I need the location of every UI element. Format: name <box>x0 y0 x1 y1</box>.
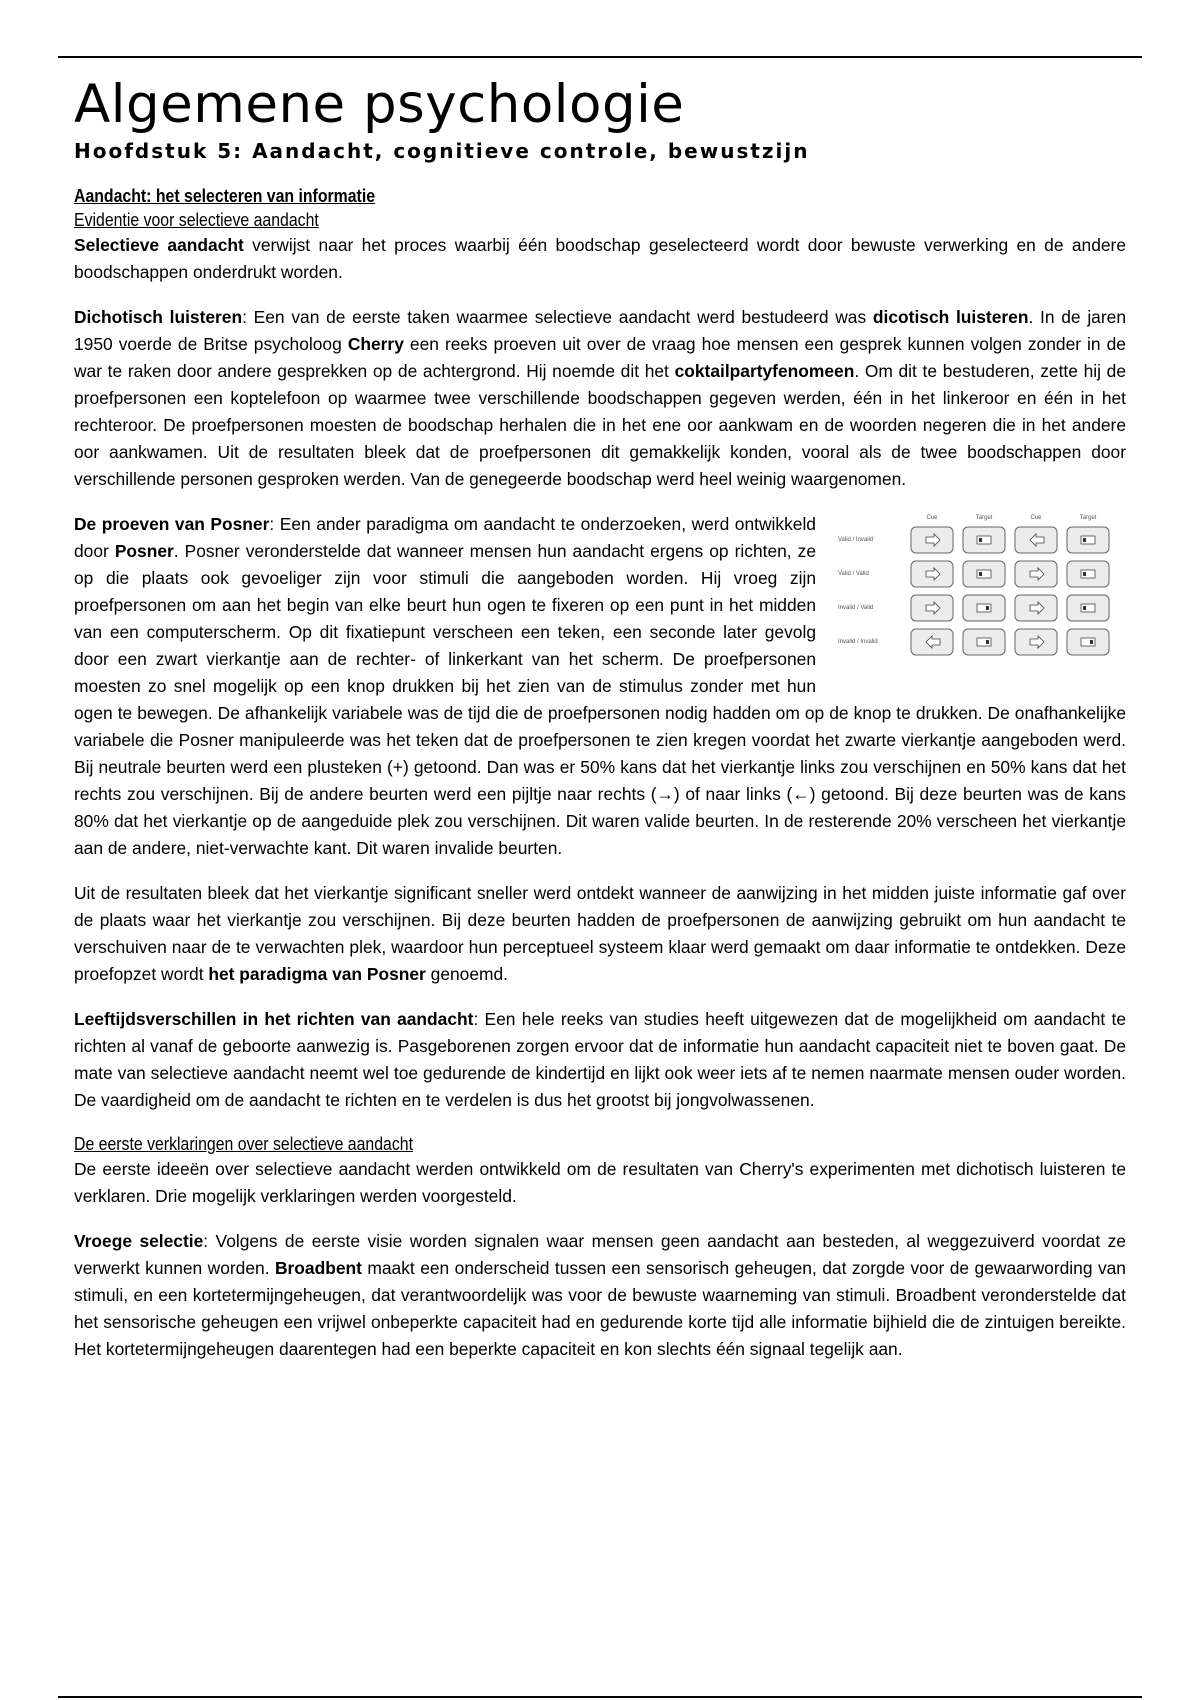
top-rule <box>58 56 1142 58</box>
chapter-subtitle: Hoofdstuk 5: Aandacht, cognitieve controle, bewustzijn <box>74 139 810 163</box>
target-square <box>1083 538 1086 542</box>
paragraph-eerste-ideeen <box>74 1156 1126 1210</box>
text: : Een van de eerste taken waarmee selectieve aandacht werd bestudeerd was <box>242 307 873 327</box>
document-title: Algemene psychologie <box>74 74 685 135</box>
term: Selectieve aandacht <box>74 235 244 255</box>
target-square <box>979 538 982 542</box>
term: dicotisch luisteren <box>872 307 1029 327</box>
paragraph-selectieve-aandacht <box>74 232 1126 286</box>
paragraph-leeftijdsverschillen <box>74 1006 1126 1114</box>
term: Broadbent <box>274 1258 362 1278</box>
target-square <box>1083 572 1086 576</box>
subheading-evidentie: Evidentie voor selectieve aandacht <box>74 210 319 230</box>
target-square <box>1083 606 1086 610</box>
row-label: Invalid / Invalid <box>838 639 878 645</box>
posner-figure-svg <box>836 511 1126 681</box>
paragraph-vroege-selectie <box>74 1228 1126 1363</box>
col-label: Cue <box>1030 515 1042 521</box>
term: Vroege selectie <box>74 1231 204 1251</box>
col-label: Target <box>1079 515 1097 521</box>
text: verwijst naar het proces waarbij één boodschap geselecteerd wordt door bewuste verwerking en de andere boodschappen onderdrukt worden. <box>74 235 1127 282</box>
term: De proeven van Posner <box>74 514 270 534</box>
target-square <box>986 640 989 644</box>
text: : Een hele reeks van studies heeft uitgewezen dat de mogelijkheid om aandacht te richten al vanaf de geboorte aanwezig is. Pasgeborenen zorgen ervoor dat de informatie hun aandacht capaciteit niet te boven gaat. De mate van selectieve aandacht neemt wel toe gedurende de kindertijd en lijkt ook weer iets af te nemen naarmate mensen ouder worden. De vaardigheid om de aandacht te richten en te verdelen is dus het grootst bij jongvolwassenen. <box>74 1009 1126 1110</box>
term: Leeftijdsverschillen in het richten van aandacht <box>74 1009 474 1029</box>
col-label: Target <box>975 515 993 521</box>
text: . In de jaren 1950 voerde de Britse psycholoog <box>74 307 1126 354</box>
target-square <box>986 606 989 610</box>
term: Dichotisch luisteren <box>74 307 243 327</box>
bottom-rule <box>58 1696 1142 1698</box>
text: . Om dit te bestuderen, zette hij de proefpersonen een koptelefoon op waarmee twee verschillende boodschappen gegeven werden, één in het linkeroor en één in het rechteroor. De proefpersonen moesten de boodschap herhalen die in het ene oor aankwam en de woorden negeren die in het andere oor aankwamen. Uit de resultaten bleek dat de proefpersonen dit gemakkelijk konden, vooral als de twee boodschappen door verschillende personen gesproken werden. Van de genegeerde boodschap werd heel weinig waargenomen. <box>74 361 1126 489</box>
subheading-eerste-verklaringen: De eerste verklaringen over selectieve aandacht <box>74 1134 413 1154</box>
section-heading-aandacht: Aandacht: het selecteren van informatie <box>74 186 376 206</box>
text: Uit de resultaten bleek dat het vierkantje significant sneller werd ontdekt wanneer de aanwijzing in het midden juiste informatie gaf over de plaats waar het vierkantje zou verschijnen. Bij deze beurten hadden de proefpersonen de aanwijzing gebruikt om hun aandacht te verschuiven naar de te verwachten plek, waardoor hun perceptueel systeem klaar werd gemaakt om daar informatie te ontdekken. Deze proefopzet wordt <box>74 883 1126 984</box>
row-label: Valid / Invalid <box>838 537 874 543</box>
posner-figure <box>836 511 1126 681</box>
document-page <box>74 72 1126 1381</box>
col-label: Cue <box>926 515 938 521</box>
term: Posner <box>114 541 174 561</box>
text: een reeks proeven uit over de vraag hoe mensen een gesprek kunnen volgen zonder in de war te raken door andere gesprekken op de achtergrond. Hij noemde dit het <box>74 334 1126 381</box>
text: genoemd. <box>425 964 509 984</box>
term: het paradigma van Posner <box>208 964 426 984</box>
target-square <box>979 572 982 576</box>
term: coktailpartyfenomeen <box>674 361 855 381</box>
paragraph-resultaten-posner <box>74 880 1126 988</box>
text: : Volgens de eerste visie worden signalen waar mensen geen aandacht aan besteden, al weggezuiverd voordat ze verwerkt kunnen worden. <box>74 1231 1126 1278</box>
text: De eerste ideeën over selectieve aandacht werden ontwikkeld om de resultaten van Cherry's experimenten met dichotisch luisteren te verklaren. Drie mogelijk verklaringen werden voorgesteld. <box>74 1159 1126 1206</box>
row-label: Invalid / Valid <box>838 605 874 611</box>
row-label: Valid / Valid <box>838 571 869 577</box>
term: Cherry <box>347 334 404 354</box>
text: . Posner veronderstelde dat wanneer mensen hun aandacht ergens op richten, ze op die plaats ook gevoeliger zijn voor stimuli die aangeboden worden. Hij vroeg zijn proefpersonen om aan het begin van elke beurt hun ogen te fixeren op een punt in het midden van een computerscherm. Op dit fixatiepunt verscheen een teken, een seconde later gevolg door een zwart vierkantje aan de rechter- of linkerkant van het scherm. De proefpersonen moesten zo snel mogelijk op een knop drukken bij het zien van de stimulus zonder met hun ogen te bewegen. De afhankelijk variabele was de tijd die de proefpersonen nodig hadden om op de knop te drukken. De onafhankelijke variabele die Posner manipuleerde was het teken dat de proefpersonen te zien kregen voordat het zwarte vierkantje aangeboden werd. Bij neutrale beurten werd een plusteken (+) getoond. Dan was er 50% kans dat het vierkantje links zou verschijnen en 50% kans dat het rechts zou verschijnen. Bij de andere beurten werd een pijltje naar rechts (→) of naar links (←) getoond. Bij deze beurten was de kans 80% dat het vierkantje op de aangeduide plek zou verschijnen. Dit waren valide beurten. In de resterende 20% verscheen het vierkantje aan de andere, niet-verwachte kant. Dit waren invalide beurten. <box>74 541 1126 858</box>
target-square <box>1090 640 1093 644</box>
text: : Een ander paradigma om aandacht te onderzoeken, werd ontwikkeld door <box>74 514 816 561</box>
text: maakt een onderscheid tussen een sensorisch geheugen, dat zorgde voor de gewaarwording van stimuli, en een kortetermijngeheugen, dat verantwoordelijk was voor de bewuste waarneming van stimuli. Broadbent veronderstelde dat het sensorische geheugen een vrijwel onbeperkte capaciteit had en gedurende korte tijd alle informatie bijhield die de zintuigen bereikte. Het kortetermijngeheugen daarentegen had een beperkte capaciteit en kon slechts één signaal tegelijk aan. <box>74 1258 1126 1359</box>
paragraph-dichotisch-luisteren <box>74 304 1126 493</box>
